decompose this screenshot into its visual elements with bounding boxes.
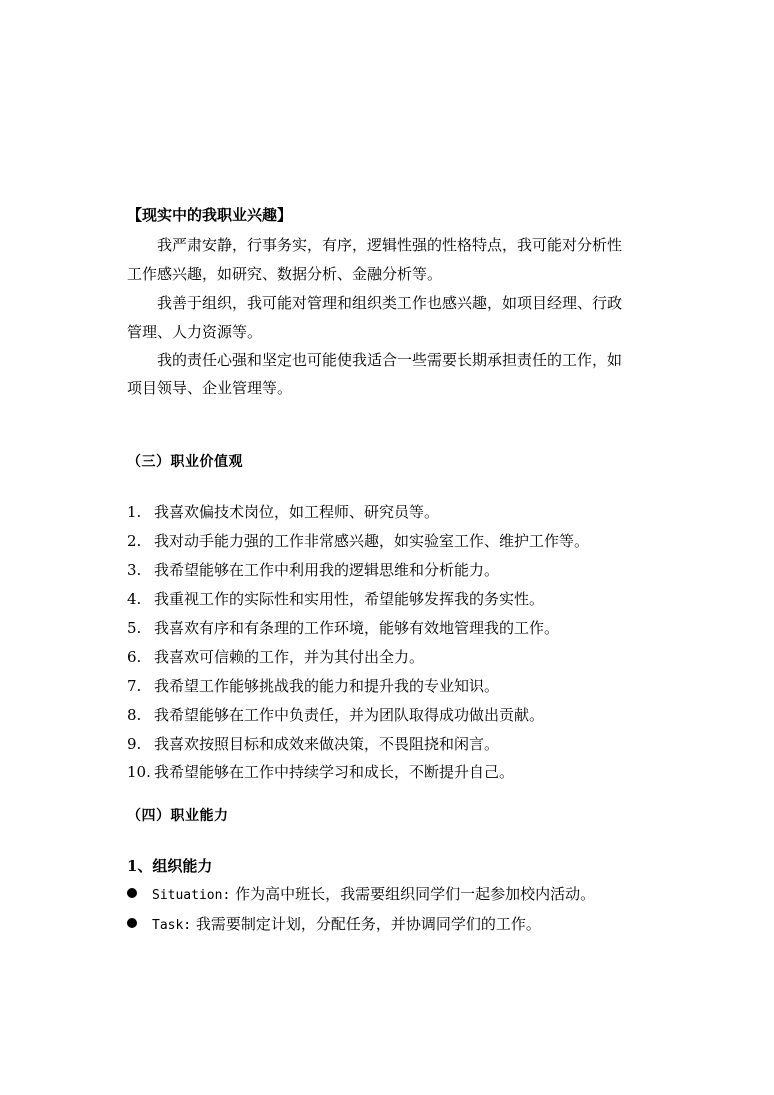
bullet-label: Situation: <box>152 888 231 903</box>
interest-para1-line2: 工作感兴趣，如研究、数据分析、金融分析等。 <box>127 265 443 283</box>
list-item-text: 我喜欢偏技术岗位，如工程师、研究员等。 <box>154 503 440 521</box>
list-item-text: 我喜欢可信赖的工作，并为其付出全力。 <box>154 648 425 666</box>
list-item-number: 4. <box>127 590 142 608</box>
list-item <box>127 647 424 667</box>
list-item-number: 2. <box>127 532 142 550</box>
bullet-dot-icon <box>127 888 137 898</box>
bullet-label: Task: <box>152 918 192 933</box>
list-item-number: 1. <box>127 503 142 521</box>
list-item-text: 我喜欢按照目标和成效来做决策，不畏阻挠和闲言。 <box>154 735 500 753</box>
bullet-item <box>127 884 595 906</box>
list-item-text: 我希望工作能够挑战我的能力和提升我的专业知识。 <box>154 677 500 695</box>
list-item-text: 我希望能够在工作中持续学习和成长，不断提升自己。 <box>154 763 515 781</box>
values-heading: （三）职业价值观 <box>127 454 243 470</box>
list-item-number: 3. <box>127 561 142 579</box>
bullet-dot-icon <box>127 918 137 928</box>
list-item <box>127 676 499 696</box>
list-item-text: 我喜欢有序和有条理的工作环境，能够有效地管理我的工作。 <box>154 619 560 637</box>
bullet-text: 我需要制定计划，分配任务，并协调同学们的工作。 <box>195 915 541 933</box>
ability-heading: （四）职业能力 <box>127 808 229 824</box>
list-item <box>127 705 544 725</box>
list-item <box>127 531 589 551</box>
interest-para3-line1: 我的责任心强和坚定也可能使我适合一些需要长期承担责任的工作，如 <box>157 351 623 369</box>
bullet-text: 作为高中班长，我需要组织同学们一起参加校内活动。 <box>235 885 596 903</box>
ability-subheading: 1、组织能力 <box>127 857 213 875</box>
interest-para1-line1: 我严肃安静，行事务实，有序，逻辑性强的性格特点，我可能对分析性 <box>157 236 623 254</box>
list-item <box>127 734 499 754</box>
list-item-text: 我对动手能力强的工作非常感兴趣，如实验室工作、维护工作等。 <box>154 532 590 550</box>
list-item-number: 6. <box>127 648 142 666</box>
interest-heading: 【现实中的我职业兴趣】 <box>127 206 293 224</box>
list-item <box>127 618 559 638</box>
list-item <box>127 762 514 782</box>
interest-para2-line1: 我善于组织，我可能对管理和组织类工作也感兴趣，如项目经理、行政 <box>157 294 623 312</box>
interest-para3-line2: 项目领导、企业管理等。 <box>127 379 293 397</box>
list-item-number: 5. <box>127 619 142 637</box>
list-item <box>127 589 544 609</box>
list-item-number: 9. <box>127 735 142 753</box>
list-item <box>127 502 439 522</box>
list-item-number: 10. <box>127 763 151 781</box>
list-item-number: 7. <box>127 677 142 695</box>
interest-para2-line2: 管理、人力资源等。 <box>127 323 263 341</box>
list-item-text: 我希望能够在工作中负责任，并为团队取得成功做出贡献。 <box>154 706 545 724</box>
list-item-number: 8. <box>127 706 142 724</box>
list-item-text: 我希望能够在工作中利用我的逻辑思维和分析能力。 <box>154 561 500 579</box>
bullet-item <box>127 914 541 936</box>
list-item-text: 我重视工作的实际性和实用性，希望能够发挥我的务实性。 <box>154 590 545 608</box>
list-item <box>127 560 499 580</box>
